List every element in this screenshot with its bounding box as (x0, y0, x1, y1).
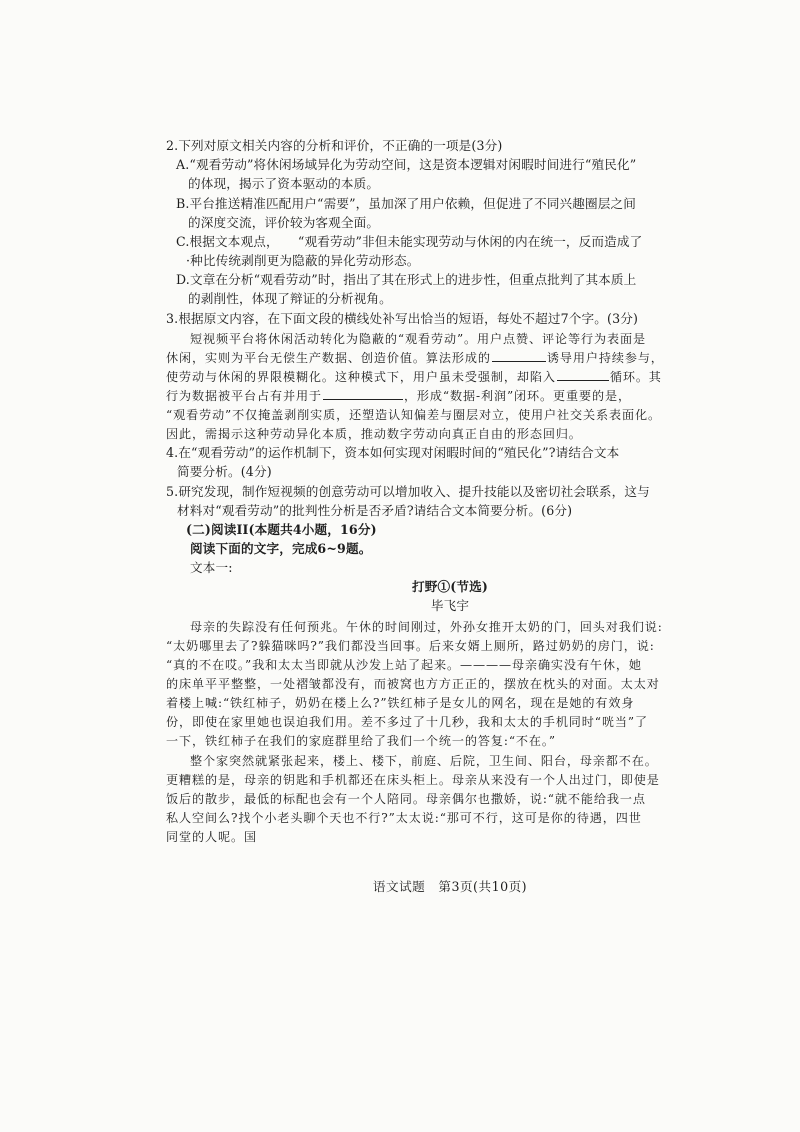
q2-option-a-line2: 的体现，揭示了资本驱动的本质。 (188, 176, 380, 191)
q2-option-b-line2: 的深度交流，评价较为客观全面。 (188, 215, 380, 230)
answer-blank-1[interactable] (492, 349, 546, 362)
q4-line1: 4.在“观看劳动”的运作机制下，资本如何实现对闲暇时间的“殖民化”?请结合文本 (166, 445, 620, 460)
q2-option-c-line1: C.根据文本观点， “观看劳动”非但未能实现劳动与休闲的内在统一，反而造成了 (176, 234, 643, 249)
q4-line2: 简要分析。(4分) (177, 464, 272, 479)
page-footer: 语文试题 第3页(共10页) (372, 879, 528, 894)
story-line-5: 着楼上喊:“铁红柿子，奶奶在楼上么?”铁红柿子是女儿的网名，现在是她的有效身 (166, 696, 635, 710)
story-line-3: “真的不在哎。”我和太太当即就从沙发上站了起来。————母亲确实没有午休，她 (166, 658, 642, 672)
story-line-4: 的床单平平整整，一处褶皱都没有，而被窝也方方正正的，摆放在枕头的对面。太太对 (166, 677, 660, 691)
story-line-7: 一下，铁红柿子在我们的家庭群里给了我们一个统一的答复:“不在。” (166, 734, 556, 748)
text-one-label: 文本一: (190, 560, 233, 575)
q2-option-d-line1: D.文章在分析“观看劳动”时，指出了其在形式上的进步性，但重点批判了其本质上 (176, 272, 637, 287)
q5-line2: 材料对“观看劳动”的批判性分析是否矛盾?请结合文本简要分析。(6分) (177, 503, 573, 518)
q2-option-d-line2: 的剥削性，体现了辩证的分析视角。 (188, 291, 392, 306)
q2-option-c-line2: ·种比传统剥削更为隐蔽的异化劳动形态。 (186, 253, 420, 268)
answer-blank-2[interactable] (557, 368, 609, 381)
story-line-12: 同堂的人呢。国 (166, 830, 257, 844)
q3-passage-line5: “观看劳动”不仅掩盖剥削实质，还塑造认知偏差与圈层对立，使用户社交关系表面化。 (166, 408, 661, 422)
q3-passage-text: ，形成“数据-利润”闭环。更重要的是， (403, 389, 631, 403)
q3-passage-line4 (166, 387, 631, 405)
q2-option-b-line1: B.平台推送精准匹配用户“需要”，虽加深了用户依赖，但促进了不同兴趣圈层之间 (176, 196, 637, 211)
q5-line1: 5.研究发现，制作短视频的创意劳动可以增加收入、提升技能以及密切社会联系，这与 (166, 484, 650, 499)
story-title: 打野①(节选) (412, 579, 488, 594)
q3-passage-text: 休闲，实则为平台无偿生产数据、创造价值。算法形成的 (166, 351, 491, 365)
q3-passage-line1: 短视频平台将休闲活动转化为隐蔽的“观看劳动”。用户点赞、评论等行为表面是 (190, 332, 646, 346)
q3-passage-text: 诱导用户持续参与， (546, 351, 664, 365)
story-line-1: 母亲的失踪没有任何预兆。午休的时间刚过，外孙女推开太奶的门，回头对我们说: (190, 620, 663, 634)
q3-passage-line6: 因此，需揭示这种劳动异化本质，推动数字劳动向真正自由的形态回归。 (166, 427, 582, 441)
story-line-11: 私人空间么?找个小老头聊个天也不行?”太太说:“那可不行，这可是你的待遇，四世 (166, 811, 642, 825)
section-heading: (二)阅读II(本题共4小题，16分) (186, 522, 377, 537)
story-line-9: 更糟糕的是，母亲的钥匙和手机都还在床头柜上。母亲从来没有一个人出过门，即使是 (166, 773, 660, 787)
story-line-10: 饭后的散步，最低的标配也会有一个人陪同。母亲偶尔也撒娇，说:“就不能给我一点 (166, 792, 646, 806)
q3-passage-text: 行为数据被平台占有并用于 (166, 389, 322, 403)
q3-stem: 3.根据原文内容，在下面文段的横线处补写出恰当的短语，每处不超过7个字。(3分) (166, 311, 639, 326)
q3-passage-line2 (166, 349, 664, 367)
section-instruction: 阅读下面的文字，完成6~9题。 (190, 541, 372, 556)
story-line-2: “太奶哪里去了?躲猫咪吗?”我们都没当回事。后来女婿上厕所，路过奶奶的房门，说: (166, 639, 655, 653)
story-line-8: 整个家突然就紧张起来，楼上、楼下，前庭、后院，卫生间、阳台，母亲都不在。 (190, 754, 658, 768)
answer-blank-3[interactable] (323, 387, 403, 400)
q2-stem: 2.下列对原文相关内容的分析和评价，不正确的一项是(3分) (166, 138, 503, 153)
q3-passage-text: 使劳动与休闲的界限模糊化。这种模式下，用户虽未受强制，却陷入 (166, 370, 556, 384)
story-line-6: 份，即使在家里她也误迫我们用。差不多过了十几秒，我和太太的手机同时“咣当”了 (166, 715, 648, 729)
q3-passage-line3 (166, 368, 662, 386)
q3-passage-text: 循环。其 (609, 370, 662, 384)
story-author: 毕飞宇 (430, 598, 470, 613)
q2-option-a-line1: A.“观看劳动”将休闲场域异化为劳动空间，这是资本逻辑对闲暇时间进行“殖民化” (176, 157, 637, 172)
